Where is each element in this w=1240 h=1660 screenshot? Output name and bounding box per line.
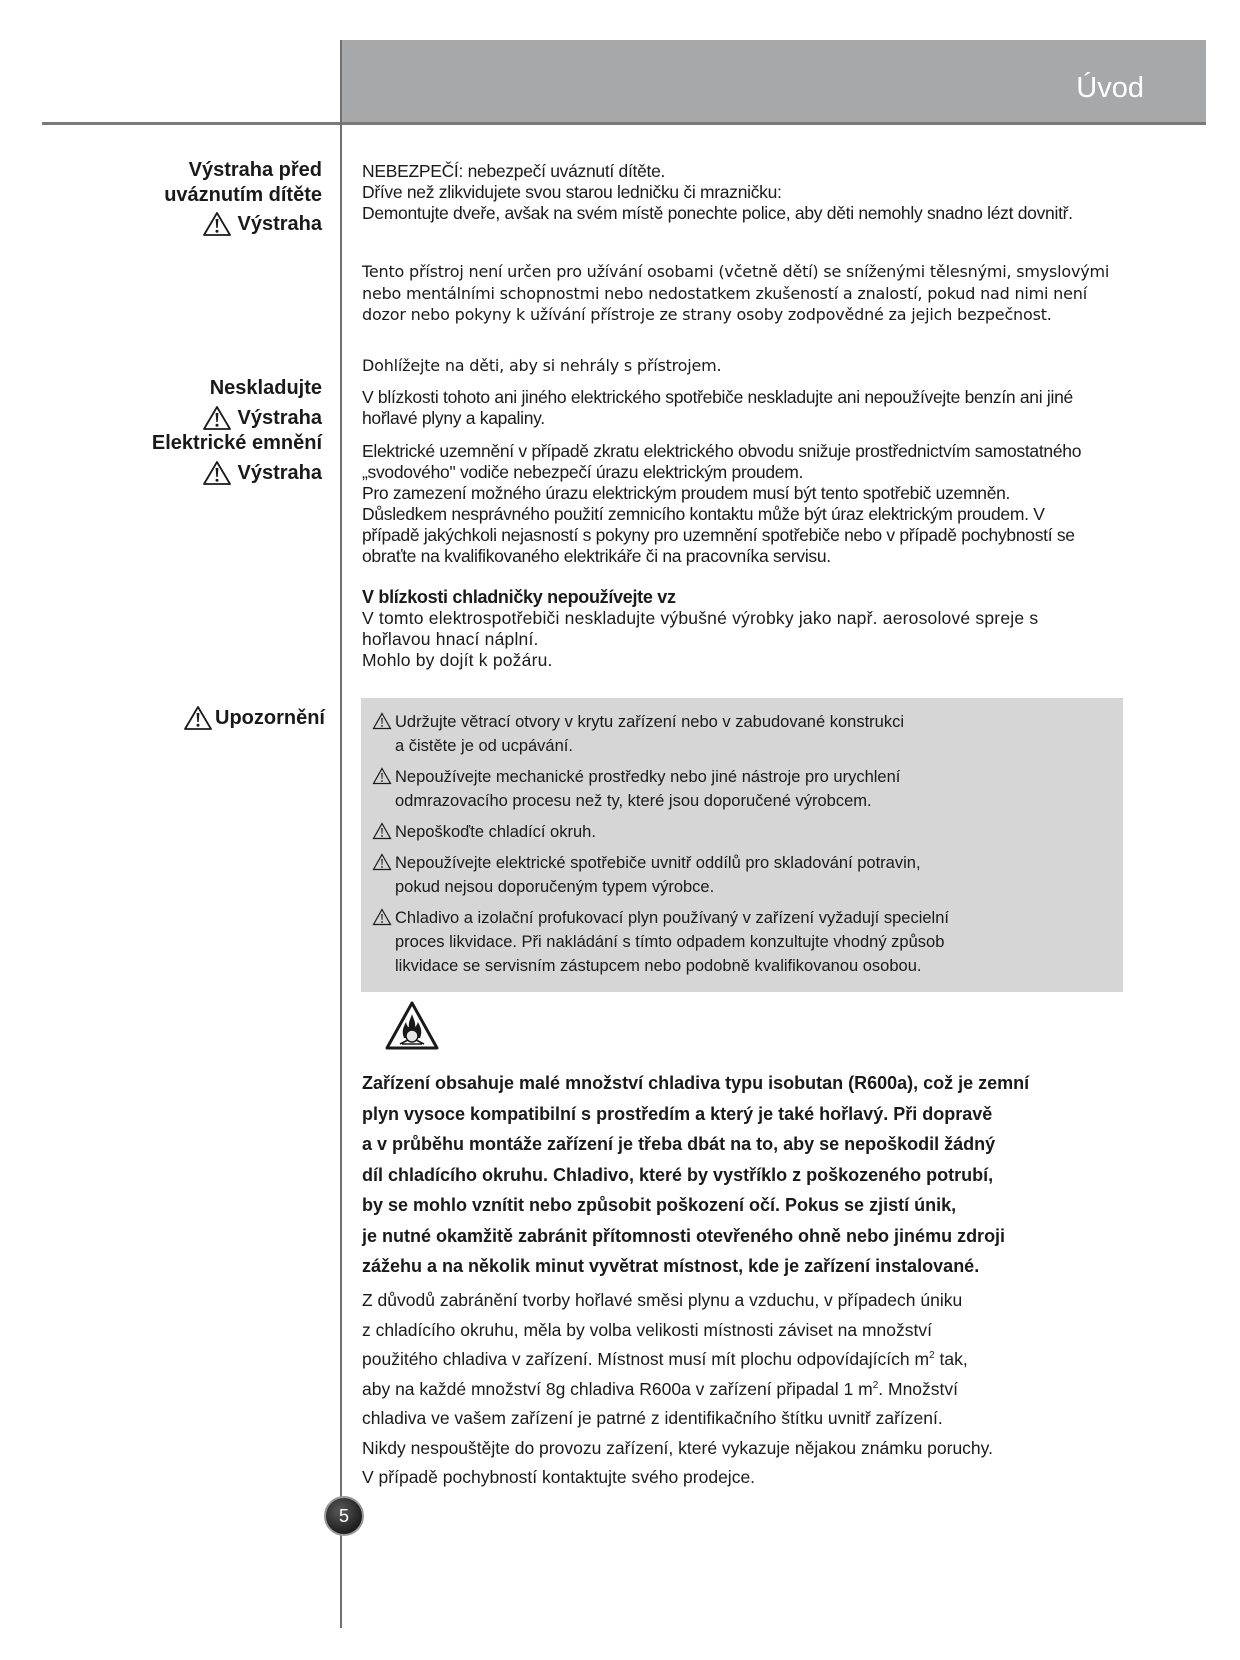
no-storage-paragraph: V blízkosti tohoto ani jiného elektrického spotřebiče neskladujte ani nepoužívejte benzín ani jiné hořlavé plyny a kapaliny.	[362, 387, 1073, 428]
warning-label: Výstraha	[237, 212, 322, 235]
sidebar-caution	[183, 705, 325, 731]
remove-doors-line: Demontujte dveře, avšak na svém místě ponechte police, aby děti nemohly snadno lézt dovnitř.	[362, 203, 1073, 223]
explosives-heading: V blízkosti chladničky nepoužívejte vz	[362, 587, 676, 607]
supervise-paragraph: Dohlížejte na děti, aby si nehrály s přístrojem.	[362, 356, 722, 375]
warning-triangle-icon	[372, 712, 392, 730]
explosives-p1: V tomto elektrospotřebiči neskladujte výbušné výrobky jako např. aerosolové spreje s hořlavou hnací náplní.	[362, 608, 1039, 649]
grounding-p2: Pro zamezení možného úrazu elektrickým proudem musí být tento spotřebič uzemněn.	[362, 483, 1011, 503]
sidebar-child-trap	[164, 158, 322, 237]
page-number-badge: 5	[324, 1496, 364, 1536]
explosives-section	[362, 587, 1082, 671]
caution-label: Upozornění	[215, 706, 325, 729]
warning-label: Výstraha	[237, 406, 322, 429]
caution-box	[361, 698, 1123, 992]
caution-item: Nepoškoďte chladící okruh.	[372, 820, 1112, 844]
child-trap-section	[362, 161, 1142, 224]
caution-item: Chladivo a izolační profukovací plyn používaný v zařízení vyžadují specielní proces likvidace. Při nakládání s tímto odpadem konzultujte vhodný způsob likvidace se servisním zástupcem nebo podobně kvalifikovanou osobou.	[372, 906, 1112, 978]
warning-label: Výstraha	[237, 461, 322, 484]
before-disposal-line: Dříve než zlikvidujete svou starou ledničku či mrazničku:	[362, 182, 782, 202]
header-divider	[42, 122, 1206, 125]
warning-triangle-icon	[183, 705, 213, 731]
caution-item: Nepoužívejte mechanické prostředky nebo jiné nástroje pro urychlení odmrazovacího procesu než ty, které jsou doporučené výrobcem.	[372, 765, 1112, 813]
grounding-section	[362, 441, 1102, 567]
danger-line: NEBEZPEČÍ: nebezpečí uváznutí dítěte.	[362, 161, 666, 181]
column-divider	[340, 40, 342, 1628]
warning-triangle-icon	[372, 767, 392, 785]
sidebar-child-trap-line2: uváznutím dítěte	[164, 184, 322, 206]
warning-triangle-icon	[372, 822, 392, 840]
room-size-paragraph: Z důvodů zabránění tvorby hořlavé směsi plynu a vzduchu, v případech úniku z chladícího okruhu, měla by volba velikosti místnosti záviset na množství použitého chladiva v zařízení. Místnost musí mít plochu odpovídajících $m^2$ tak, aby na každé množství 8g chladiva R600a v zařízení připadal 1 $m^2$. Množství chladiva ve vašem zařízení je patrné z identifikačního štítku uvnitř zařízení. Nikdy nespouštějte do provozu zařízení, které vykazuje nějakou známku poruchy. V případě pochybností kontaktujte svého prodejce.	[362, 1290, 993, 1487]
warning-triangle-icon	[372, 853, 392, 871]
sidebar-no-storage	[152, 376, 322, 486]
caution-item: Udržujte větrací otvory v krytu zařízení nebo v zabudované konstrukci a čistěte je od ucpávání.	[372, 710, 1112, 758]
grounding-p3: Důsledkem nesprávného použití zemnicího kontaktu může být úraz elektrickým proudem. V případě jakýchkoli nejasností s pokyny pro uzemnění spotřebiče nebo v případě pochybností se obraťte na kvalifikovaného elektrikáře či na pracovníka servisu.	[362, 504, 1075, 566]
sidebar-child-trap-line1: Výstraha před	[188, 159, 322, 181]
caution-item: Nepoužívejte elektrické spotřebiče uvnitř oddílů pro skladování potravin, pokud nejsou doporučeným typem výrobce.	[372, 851, 1112, 899]
page-title: Úvod	[1076, 72, 1144, 104]
disability-paragraph: Tento přístroj není určen pro užívání osobami (včetně dětí) se sníženými tělesnými, smyslovými nebo mentálními schopnostmi nebo nedostatkem zkušeností a znalostí, pokud nad nimi není dozor nebo pokyny k užívání přístroje ze strany osoby zodpovědné za jejich bezpečnost.	[362, 262, 1110, 324]
explosives-p2: Mohlo by dojít k požáru.	[362, 650, 553, 670]
flammable-warning-icon	[384, 1000, 440, 1052]
warning-triangle-icon	[202, 460, 232, 486]
grounding-p1: Elektrické uzemnění v případě zkratu elektrického obvodu snižuje prostřednictvím samostatného „svodového" vodiče nebezpečí úrazu elektrickým proudem.	[362, 441, 1082, 482]
refrigerant-warning-paragraph: Zařízení obsahuje malé množství chladiva typu isobutan (R600a), což je zemní plyn vysoce kompatibilní s prostředím a který je také hořlavý. Při dopravě a v průběhu montáže zařízení je třeba dbát na to, aby se nepoškodil žádný díl chladícího okruhu. Chladivo, které by vystříklo z poškozeného potrubí, by se mohlo vznítit nebo způsobit poškození očí. Pokus se zjistí únik, je nutné okamžitě zabránit přítomnosti otevřeného ohně nebo jinému zdroji zážehu a na několik minut vyvětrat místnost, kde je zařízení instalované.	[362, 1073, 1030, 1276]
warning-triangle-icon	[202, 405, 232, 431]
warning-triangle-icon	[372, 908, 392, 926]
sidebar-grounding-title: Elektrické emnění	[151, 432, 322, 454]
sidebar-no-storage-title: Neskladujte	[209, 377, 322, 399]
warning-triangle-icon	[202, 211, 232, 237]
